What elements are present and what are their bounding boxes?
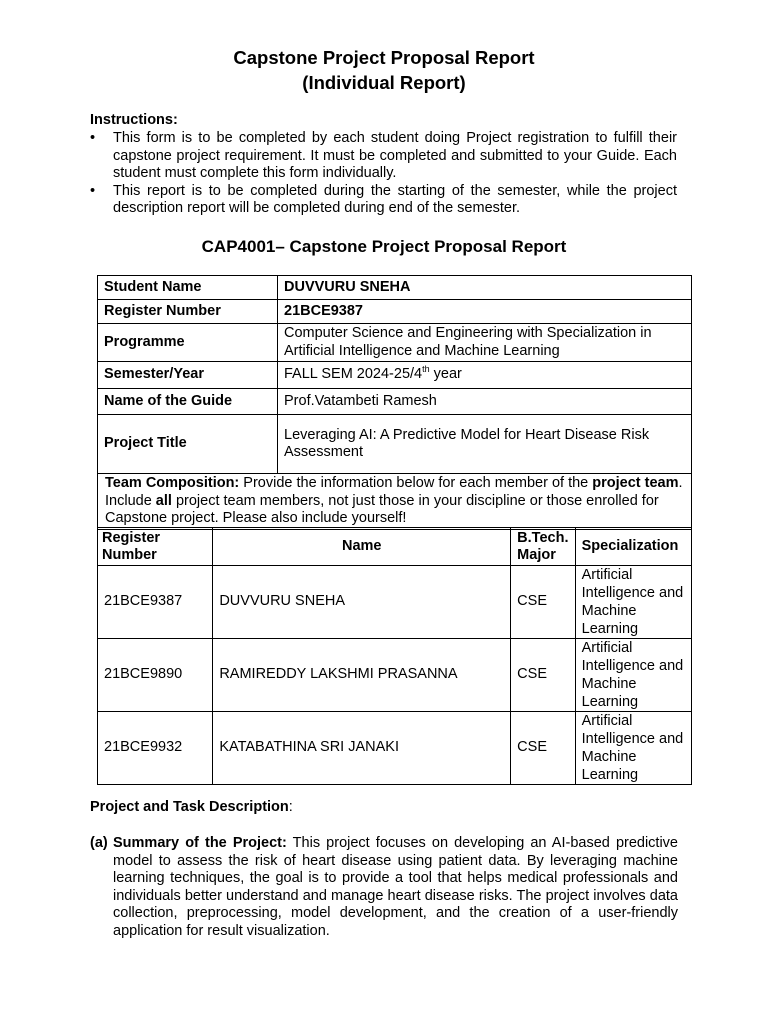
programme-label: Programme — [98, 324, 278, 362]
table-row — [98, 389, 692, 415]
table-row — [98, 639, 692, 712]
student-name-label: Student Name — [98, 276, 278, 300]
member-register: 21BCE9932 — [98, 712, 213, 785]
summary-marker: (a) — [90, 835, 108, 851]
register-number-label: Register Number — [98, 300, 278, 324]
guide-label: Name of the Guide — [98, 389, 278, 415]
semester-text: FALL SEM 2024-25/4 — [284, 366, 423, 383]
summary-label: Summary of the Project: — [113, 835, 287, 851]
form-title: CAP4001– Capstone Project Proposal Report — [201, 237, 567, 256]
column-header-specialization: Specialization — [575, 528, 691, 566]
programme-value: Computer Science and Engineering with Specialization in Artificial Intelligence and Machine Learning — [278, 324, 692, 362]
table-row — [98, 324, 692, 362]
column-header-register: Register Number — [98, 528, 213, 566]
team-note-text: Provide the information below for each member of the — [239, 475, 593, 491]
semester-suffix: year — [429, 366, 462, 383]
student-name-value: DUVVURU SNEHA — [278, 276, 692, 300]
description-heading-text: Project and Task Description — [90, 799, 289, 815]
team-composition-text — [98, 474, 692, 530]
member-specialization: Artificial Intelligence and Machine Learning — [575, 712, 691, 785]
table-row — [98, 276, 692, 300]
semester-label: Semester/Year — [98, 362, 278, 389]
report-subtitle: (Individual Report) — [302, 72, 466, 93]
team-note-bold: project team — [592, 475, 679, 491]
project-summary — [90, 835, 678, 940]
semester-value — [278, 362, 692, 389]
student-info-table — [97, 275, 692, 474]
guide-value: Prof.Vatambeti Ramesh — [278, 389, 692, 415]
team-note-text: . Include — [105, 475, 683, 509]
project-title-label: Project Title — [98, 415, 278, 474]
table-row — [98, 474, 692, 530]
member-major: CSE — [511, 566, 575, 639]
table-row — [98, 362, 692, 389]
instruction-item — [90, 130, 677, 183]
column-header-major: B.Tech. Major — [511, 528, 575, 566]
table-row — [98, 566, 692, 639]
description-heading-colon: : — [288, 799, 293, 815]
table-row — [98, 415, 692, 474]
member-name: RAMIREDDY LAKSHMI PRASANNA — [213, 639, 511, 712]
instructions-heading: Instructions: — [90, 112, 178, 128]
member-register: 21BCE9890 — [98, 639, 213, 712]
project-description-heading — [90, 799, 293, 817]
table-header-row — [98, 528, 692, 566]
member-specialization: Artificial Intelligence and Machine Learning — [575, 566, 691, 639]
member-register: 21BCE9387 — [98, 566, 213, 639]
member-name: KATABATHINA SRI JANAKI — [213, 712, 511, 785]
table-row — [98, 300, 692, 324]
team-members-table — [97, 527, 692, 785]
report-title: Capstone Project Proposal Report — [233, 47, 535, 68]
semester-ordinal: th — [422, 364, 430, 375]
instruction-text: This form is to be completed by each student doing Project registration to fulfill their capstone project requirement. It must be completed and submitted to your Guide. Each student must complete this form individually. — [113, 130, 677, 181]
register-number-value: 21BCE9387 — [278, 300, 692, 324]
bullet-icon: • — [90, 130, 96, 146]
bullet-icon: • — [90, 182, 96, 199]
instructions-list — [90, 130, 677, 218]
summary-text: This project focuses on developing an AI-based predictive model to assess the risk of heart disease using patient data. By leveraging machine learning techniques, the goal is to provide a tool that helps medical professionals and individuals better understand and manage heart disease risks. The project involves data collection, preprocessing, model development, and the creation of a user-friendly application for result visualization. — [113, 835, 678, 939]
instruction-item — [90, 183, 677, 218]
table-row — [98, 712, 692, 785]
team-composition-note — [97, 473, 692, 530]
project-title-value: Leveraging AI: A Predictive Model for Heart Disease Risk Assessment — [278, 415, 692, 474]
column-header-name: Name — [213, 528, 511, 566]
member-specialization: Artificial Intelligence and Machine Learning — [575, 639, 691, 712]
team-note-bold: all — [155, 492, 172, 509]
team-composition-label: Team Composition: — [105, 475, 240, 491]
member-major: CSE — [511, 639, 575, 712]
member-name: DUVVURU SNEHA — [213, 566, 511, 639]
summary-body — [90, 835, 678, 940]
instruction-text: This report is to be completed during the starting of the semester, while the project description report will be completed during end of the semester. — [113, 182, 677, 216]
team-note-text: project team members, not just those in your discipline or those enrolled for Capstone project. Please also include yourself! — [105, 492, 659, 526]
member-major: CSE — [511, 712, 575, 785]
